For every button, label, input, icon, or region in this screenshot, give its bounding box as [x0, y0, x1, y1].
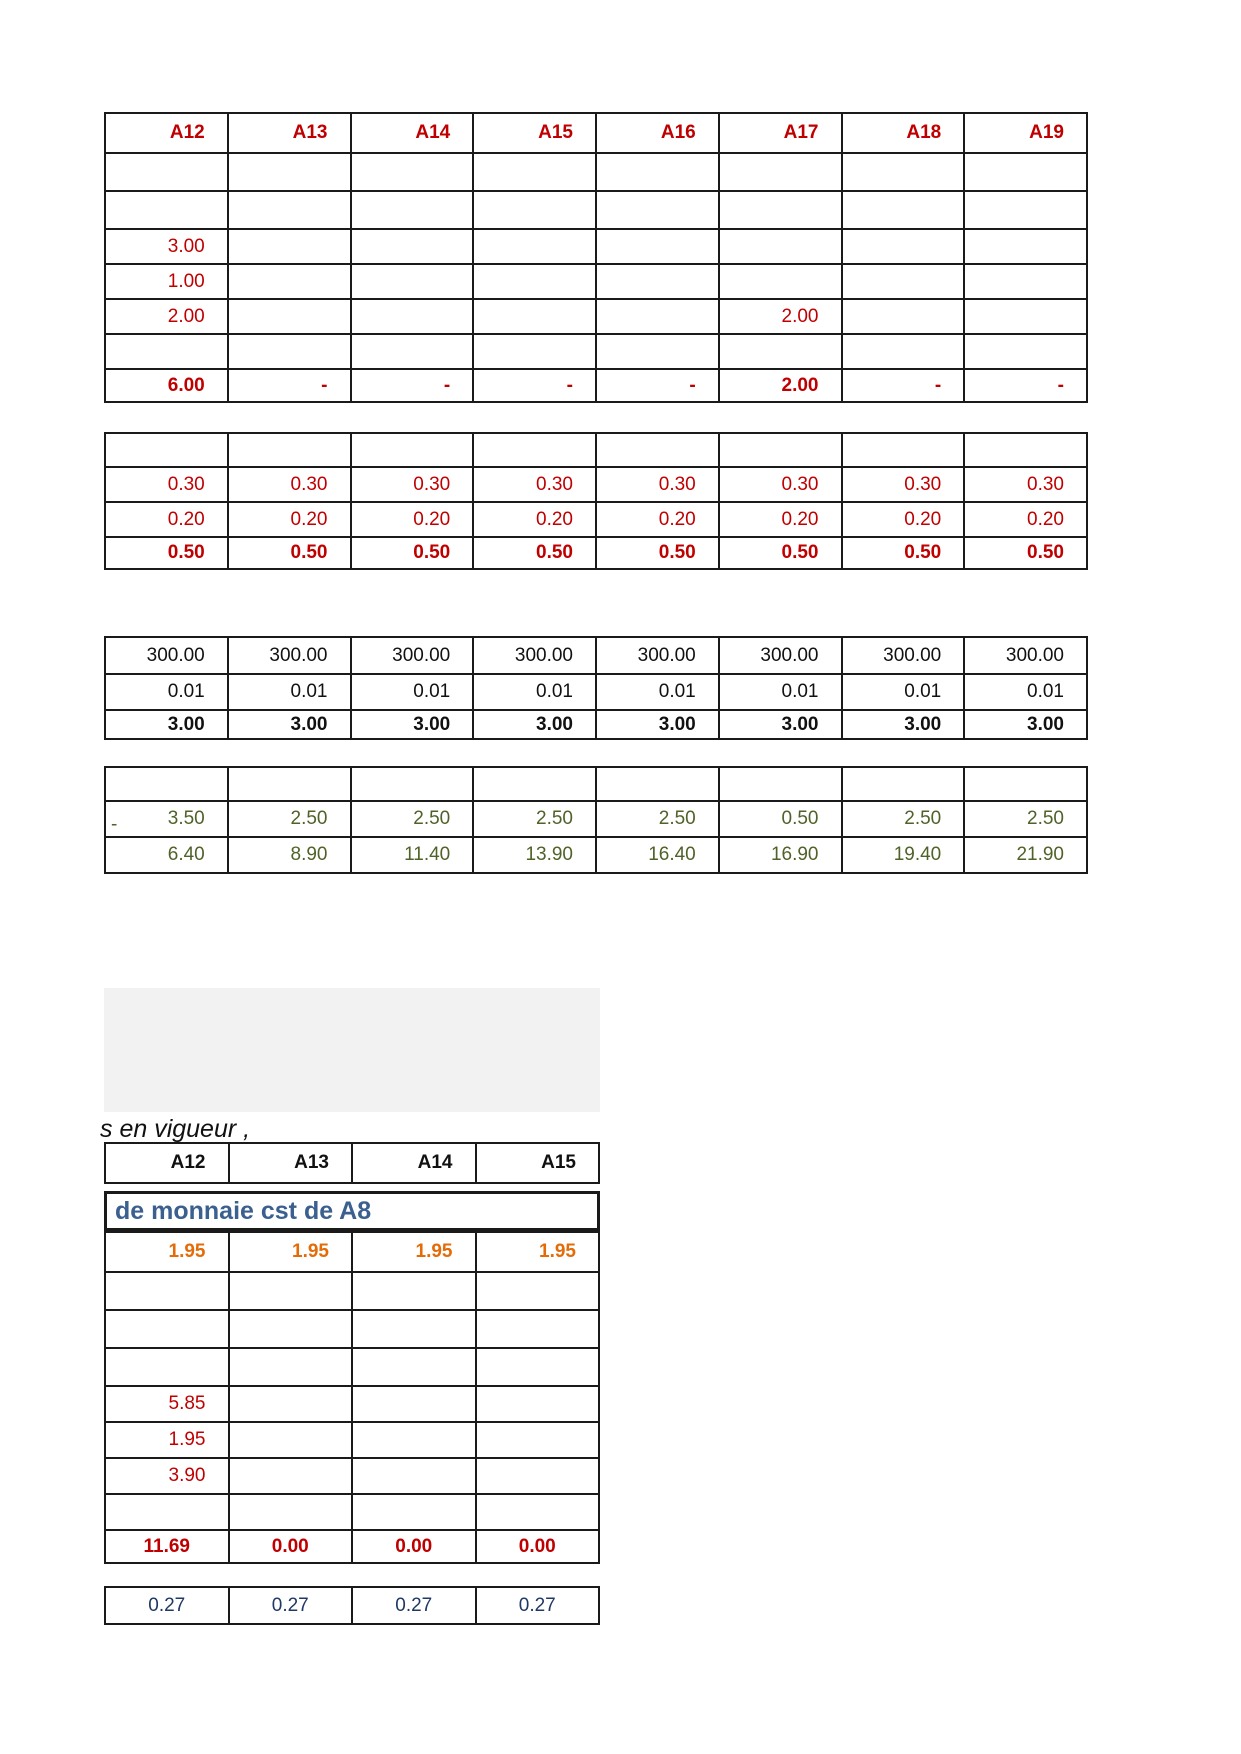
- table-cell[interactable]: 0.01: [473, 674, 596, 710]
- table-cell[interactable]: [351, 334, 474, 369]
- table-cell[interactable]: A14: [352, 1143, 476, 1183]
- table-row: [105, 153, 1087, 191]
- table-cell[interactable]: [476, 1272, 600, 1310]
- table-cell[interactable]: [351, 229, 474, 264]
- header-row: [105, 1143, 599, 1183]
- table-cell[interactable]: [351, 299, 474, 334]
- table-cell[interactable]: 0.20: [596, 502, 719, 537]
- table-cell[interactable]: [964, 299, 1087, 334]
- table-cell[interactable]: 3.90: [105, 1458, 229, 1494]
- table-row: [105, 1422, 599, 1458]
- table-cell[interactable]: [719, 153, 842, 191]
- table-cell[interactable]: [596, 767, 719, 801]
- table-row: [105, 1587, 599, 1624]
- table-row: [105, 191, 1087, 229]
- table-cell[interactable]: 2.00: [719, 299, 842, 334]
- table-cell[interactable]: [476, 1494, 600, 1530]
- table-cell[interactable]: 13.90: [473, 837, 596, 873]
- table-cell[interactable]: [842, 191, 965, 229]
- table-cell[interactable]: [476, 1386, 600, 1422]
- table-cell[interactable]: [596, 153, 719, 191]
- table-cell[interactable]: A13: [229, 1143, 353, 1183]
- table-cell[interactable]: A16: [596, 113, 719, 153]
- table-cell[interactable]: [473, 334, 596, 369]
- table-cell[interactable]: [842, 153, 965, 191]
- table-cell[interactable]: 0.50: [719, 801, 842, 837]
- table-cell[interactable]: [964, 191, 1087, 229]
- table-cell[interactable]: [842, 299, 965, 334]
- table-cell[interactable]: [476, 1458, 600, 1494]
- note-text: s en vigueur ,: [100, 1115, 251, 1143]
- table-cell[interactable]: -: [964, 369, 1087, 402]
- table-cell[interactable]: [105, 767, 228, 801]
- table-cumulative: [104, 766, 1088, 874]
- table-cell[interactable]: A12: [105, 1143, 229, 1183]
- table-cell[interactable]: 3.00: [228, 710, 351, 739]
- table-cell[interactable]: 0.01: [964, 674, 1087, 710]
- table-cell[interactable]: [229, 1348, 353, 1386]
- table-cell[interactable]: -: [596, 369, 719, 402]
- table-cell[interactable]: 11.69: [105, 1530, 229, 1563]
- table-cell[interactable]: 0.30: [596, 467, 719, 502]
- table-cell[interactable]: A13: [228, 113, 351, 153]
- table-cell[interactable]: [105, 191, 228, 229]
- table-cell[interactable]: 0.00: [476, 1530, 600, 1563]
- table-row: [105, 467, 1087, 502]
- table-cell[interactable]: 0.50: [351, 537, 474, 569]
- table-cell[interactable]: [719, 229, 842, 264]
- table-cell[interactable]: 8.90: [228, 837, 351, 873]
- table-cell[interactable]: [473, 153, 596, 191]
- table-row: [105, 1458, 599, 1494]
- table-cell[interactable]: 0.50: [228, 537, 351, 569]
- table-cell[interactable]: 1.95: [229, 1232, 353, 1272]
- total-row: [105, 537, 1087, 569]
- table-cell[interactable]: 16.90: [719, 837, 842, 873]
- table-cell[interactable]: 0.01: [105, 674, 228, 710]
- table-cell[interactable]: [596, 229, 719, 264]
- table-cell[interactable]: 3.00: [719, 710, 842, 739]
- table-cell[interactable]: [352, 1458, 476, 1494]
- table-cell[interactable]: 0.30: [842, 467, 965, 502]
- table-cell[interactable]: [229, 1272, 353, 1310]
- table-cell[interactable]: [105, 1348, 229, 1386]
- table-cell[interactable]: 2.50: [964, 801, 1087, 837]
- table-cell[interactable]: [229, 1494, 353, 1530]
- table-cell[interactable]: [228, 299, 351, 334]
- table-cell[interactable]: 2.50: [842, 801, 965, 837]
- table-cell[interactable]: [473, 191, 596, 229]
- table-cell[interactable]: 2.50: [351, 801, 474, 837]
- table-cell[interactable]: 2.50: [473, 801, 596, 837]
- table-rates: [104, 432, 1088, 570]
- table-cell[interactable]: [964, 334, 1087, 369]
- table-cell[interactable]: [351, 433, 474, 467]
- table-cell[interactable]: 2.50: [228, 801, 351, 837]
- table-cell[interactable]: 0.01: [351, 674, 474, 710]
- table-row: [105, 299, 1087, 334]
- table-row: [105, 1494, 599, 1530]
- table-cell[interactable]: [351, 153, 474, 191]
- table-cell[interactable]: 3.00: [105, 710, 228, 739]
- table-cell[interactable]: -: [228, 369, 351, 402]
- table-cell[interactable]: 0.01: [596, 674, 719, 710]
- table-cell[interactable]: 3.00: [473, 710, 596, 739]
- table-cell[interactable]: [473, 264, 596, 299]
- table-cell[interactable]: 2.00: [719, 369, 842, 402]
- table-cell[interactable]: [473, 229, 596, 264]
- table-cell[interactable]: [228, 433, 351, 467]
- table-cell[interactable]: 300.00: [596, 637, 719, 674]
- table-cell[interactable]: 1.00: [105, 264, 228, 299]
- table-coefficient: [104, 1586, 600, 1625]
- table-cell[interactable]: 0.27: [476, 1587, 600, 1624]
- table-row: [105, 674, 1087, 710]
- table-cell[interactable]: 300.00: [719, 637, 842, 674]
- table-cell[interactable]: [351, 264, 474, 299]
- table-cell[interactable]: 5.85: [105, 1386, 229, 1422]
- table-cell[interactable]: 0.20: [964, 502, 1087, 537]
- table-cell[interactable]: [719, 767, 842, 801]
- table-cell[interactable]: 19.40: [842, 837, 965, 873]
- table-cell[interactable]: 1.95: [105, 1232, 229, 1272]
- table-cell[interactable]: [596, 433, 719, 467]
- table-cell[interactable]: 3.00: [351, 710, 474, 739]
- table-cell[interactable]: -: [842, 369, 965, 402]
- table-unit-values: [104, 636, 1088, 740]
- table-cell[interactable]: 0.27: [229, 1587, 353, 1624]
- table-row: [105, 1310, 599, 1348]
- table-cell[interactable]: [842, 433, 965, 467]
- table-cell[interactable]: A19: [964, 113, 1087, 153]
- table-cell[interactable]: [596, 299, 719, 334]
- table-cell[interactable]: [228, 334, 351, 369]
- total-row: [105, 1530, 599, 1563]
- table-cell[interactable]: 2.50: [596, 801, 719, 837]
- table-cell[interactable]: [229, 1310, 353, 1348]
- table-cell[interactable]: [596, 264, 719, 299]
- table-cell[interactable]: [105, 334, 228, 369]
- table-cell[interactable]: 0.50: [964, 537, 1087, 569]
- table-cell[interactable]: 0.01: [842, 674, 965, 710]
- table-cell[interactable]: 3.00: [842, 710, 965, 739]
- table-cell[interactable]: 0.30: [351, 467, 474, 502]
- table-cell[interactable]: 0.50: [719, 537, 842, 569]
- table-cell[interactable]: 1.95: [352, 1232, 476, 1272]
- table-cell[interactable]: [719, 264, 842, 299]
- gray-panel: [104, 988, 600, 1112]
- table-cell[interactable]: A12: [105, 113, 228, 153]
- table-cell[interactable]: 3.00: [596, 710, 719, 739]
- table-cell[interactable]: [842, 334, 965, 369]
- table-cell[interactable]: 0.30: [105, 467, 228, 502]
- table-currency: [104, 1142, 600, 1184]
- table-cell[interactable]: [964, 433, 1087, 467]
- table-cell[interactable]: 1.95: [105, 1422, 229, 1458]
- table-cell[interactable]: A17: [719, 113, 842, 153]
- table-cell[interactable]: 0.30: [228, 467, 351, 502]
- table-cell[interactable]: [352, 1310, 476, 1348]
- table-cell[interactable]: 300.00: [964, 637, 1087, 674]
- table-cell[interactable]: -: [351, 369, 474, 402]
- table-cell[interactable]: 0.00: [229, 1530, 353, 1563]
- table-cell[interactable]: [352, 1272, 476, 1310]
- table-cell[interactable]: [352, 1386, 476, 1422]
- table-cell[interactable]: A15: [473, 113, 596, 153]
- table-cell[interactable]: [964, 767, 1087, 801]
- table-cell[interactable]: 0.50: [105, 537, 228, 569]
- table-cell[interactable]: 0.20: [105, 502, 228, 537]
- table-cell[interactable]: 21.90: [964, 837, 1087, 873]
- table-cell[interactable]: [719, 433, 842, 467]
- table-cell[interactable]: [596, 334, 719, 369]
- table-cell[interactable]: [842, 767, 965, 801]
- table-cell[interactable]: [473, 299, 596, 334]
- table-row: [105, 1272, 599, 1310]
- table-cell[interactable]: 300.00: [228, 637, 351, 674]
- total-row: [105, 710, 1087, 739]
- table-cell[interactable]: 0.50: [596, 537, 719, 569]
- table-cell[interactable]: 0.20: [719, 502, 842, 537]
- table-row: [105, 502, 1087, 537]
- table-cell[interactable]: [352, 1422, 476, 1458]
- table-cell[interactable]: [229, 1458, 353, 1494]
- table-cell[interactable]: 2.00: [105, 299, 228, 334]
- table-cell[interactable]: [964, 264, 1087, 299]
- table-cell[interactable]: [105, 1310, 229, 1348]
- table-cell[interactable]: [473, 433, 596, 467]
- table-cell[interactable]: A14: [351, 113, 474, 153]
- table-cell[interactable]: [351, 191, 474, 229]
- table-currency-values: [104, 1231, 600, 1564]
- table-cell[interactable]: [229, 1422, 353, 1458]
- table-cell[interactable]: 0.20: [842, 502, 965, 537]
- table-cell[interactable]: 0.30: [964, 467, 1087, 502]
- table-cell[interactable]: [473, 767, 596, 801]
- table-quantities: [104, 112, 1088, 403]
- table-cell[interactable]: [964, 153, 1087, 191]
- table-cell[interactable]: [964, 229, 1087, 264]
- table-cell[interactable]: 11.40: [351, 837, 474, 873]
- table-cell[interactable]: [105, 1272, 229, 1310]
- table-cell[interactable]: [105, 153, 228, 191]
- table-cell[interactable]: [476, 1310, 600, 1348]
- table-row: [105, 264, 1087, 299]
- table-cell[interactable]: 6.00: [105, 369, 228, 402]
- table-cell[interactable]: [228, 264, 351, 299]
- table-cell[interactable]: 0.20: [473, 502, 596, 537]
- table-cell[interactable]: 0.20: [228, 502, 351, 537]
- rate-row: [105, 1232, 599, 1272]
- table-cell[interactable]: 0.01: [228, 674, 351, 710]
- currency-banner: de monnaie cst de A8: [104, 1191, 600, 1231]
- table-row: [105, 433, 1087, 467]
- table-cell[interactable]: 6.40: [105, 837, 228, 873]
- table-cell[interactable]: [229, 1386, 353, 1422]
- table-row: [105, 767, 1087, 801]
- table-cell[interactable]: [352, 1348, 476, 1386]
- table-cell[interactable]: [842, 264, 965, 299]
- table-row: [105, 637, 1087, 674]
- table-cell[interactable]: -: [473, 369, 596, 402]
- total-row: [105, 369, 1087, 402]
- table-cell[interactable]: 0.30: [473, 467, 596, 502]
- table-cell[interactable]: [105, 1494, 229, 1530]
- table-cell[interactable]: 1.95: [476, 1232, 600, 1272]
- table-cell[interactable]: [476, 1422, 600, 1458]
- table-cell[interactable]: 300.00: [842, 637, 965, 674]
- table-cell[interactable]: 0.01: [719, 674, 842, 710]
- table-cell[interactable]: 300.00: [473, 637, 596, 674]
- table-cell[interactable]: 300.00: [105, 637, 228, 674]
- table-cell[interactable]: A18: [842, 113, 965, 153]
- table-cell[interactable]: 3.50: [105, 801, 228, 837]
- table-cell[interactable]: 16.40: [596, 837, 719, 873]
- header-row: [105, 113, 1087, 153]
- table-cell[interactable]: [228, 767, 351, 801]
- table-cell[interactable]: A15: [476, 1143, 600, 1183]
- table-cell[interactable]: [719, 334, 842, 369]
- table-cell[interactable]: [228, 191, 351, 229]
- table-row: [105, 334, 1087, 369]
- table-cell[interactable]: 3.00: [105, 229, 228, 264]
- table-cell[interactable]: 0.00: [352, 1530, 476, 1563]
- stray-dash: -: [111, 814, 118, 835]
- table-row: [105, 229, 1087, 264]
- table-row: [105, 837, 1087, 873]
- table-cell[interactable]: [351, 767, 474, 801]
- table-cell[interactable]: [719, 191, 842, 229]
- table-cell[interactable]: 0.50: [842, 537, 965, 569]
- table-cell[interactable]: 0.27: [105, 1587, 229, 1624]
- table-row: [105, 801, 1087, 837]
- table-cell[interactable]: [352, 1494, 476, 1530]
- table-cell[interactable]: 0.20: [351, 502, 474, 537]
- table-cell[interactable]: 300.00: [351, 637, 474, 674]
- table-cell[interactable]: [105, 433, 228, 467]
- table-cell[interactable]: 0.30: [719, 467, 842, 502]
- table-row: [105, 1348, 599, 1386]
- table-cell[interactable]: [228, 229, 351, 264]
- table-cell[interactable]: [842, 229, 965, 264]
- table-cell[interactable]: 3.00: [964, 710, 1087, 739]
- table-cell[interactable]: 0.27: [352, 1587, 476, 1624]
- table-row: [105, 1386, 599, 1422]
- table-cell[interactable]: 0.50: [473, 537, 596, 569]
- table-cell[interactable]: [476, 1348, 600, 1386]
- table-cell[interactable]: [596, 191, 719, 229]
- table-cell[interactable]: [228, 153, 351, 191]
